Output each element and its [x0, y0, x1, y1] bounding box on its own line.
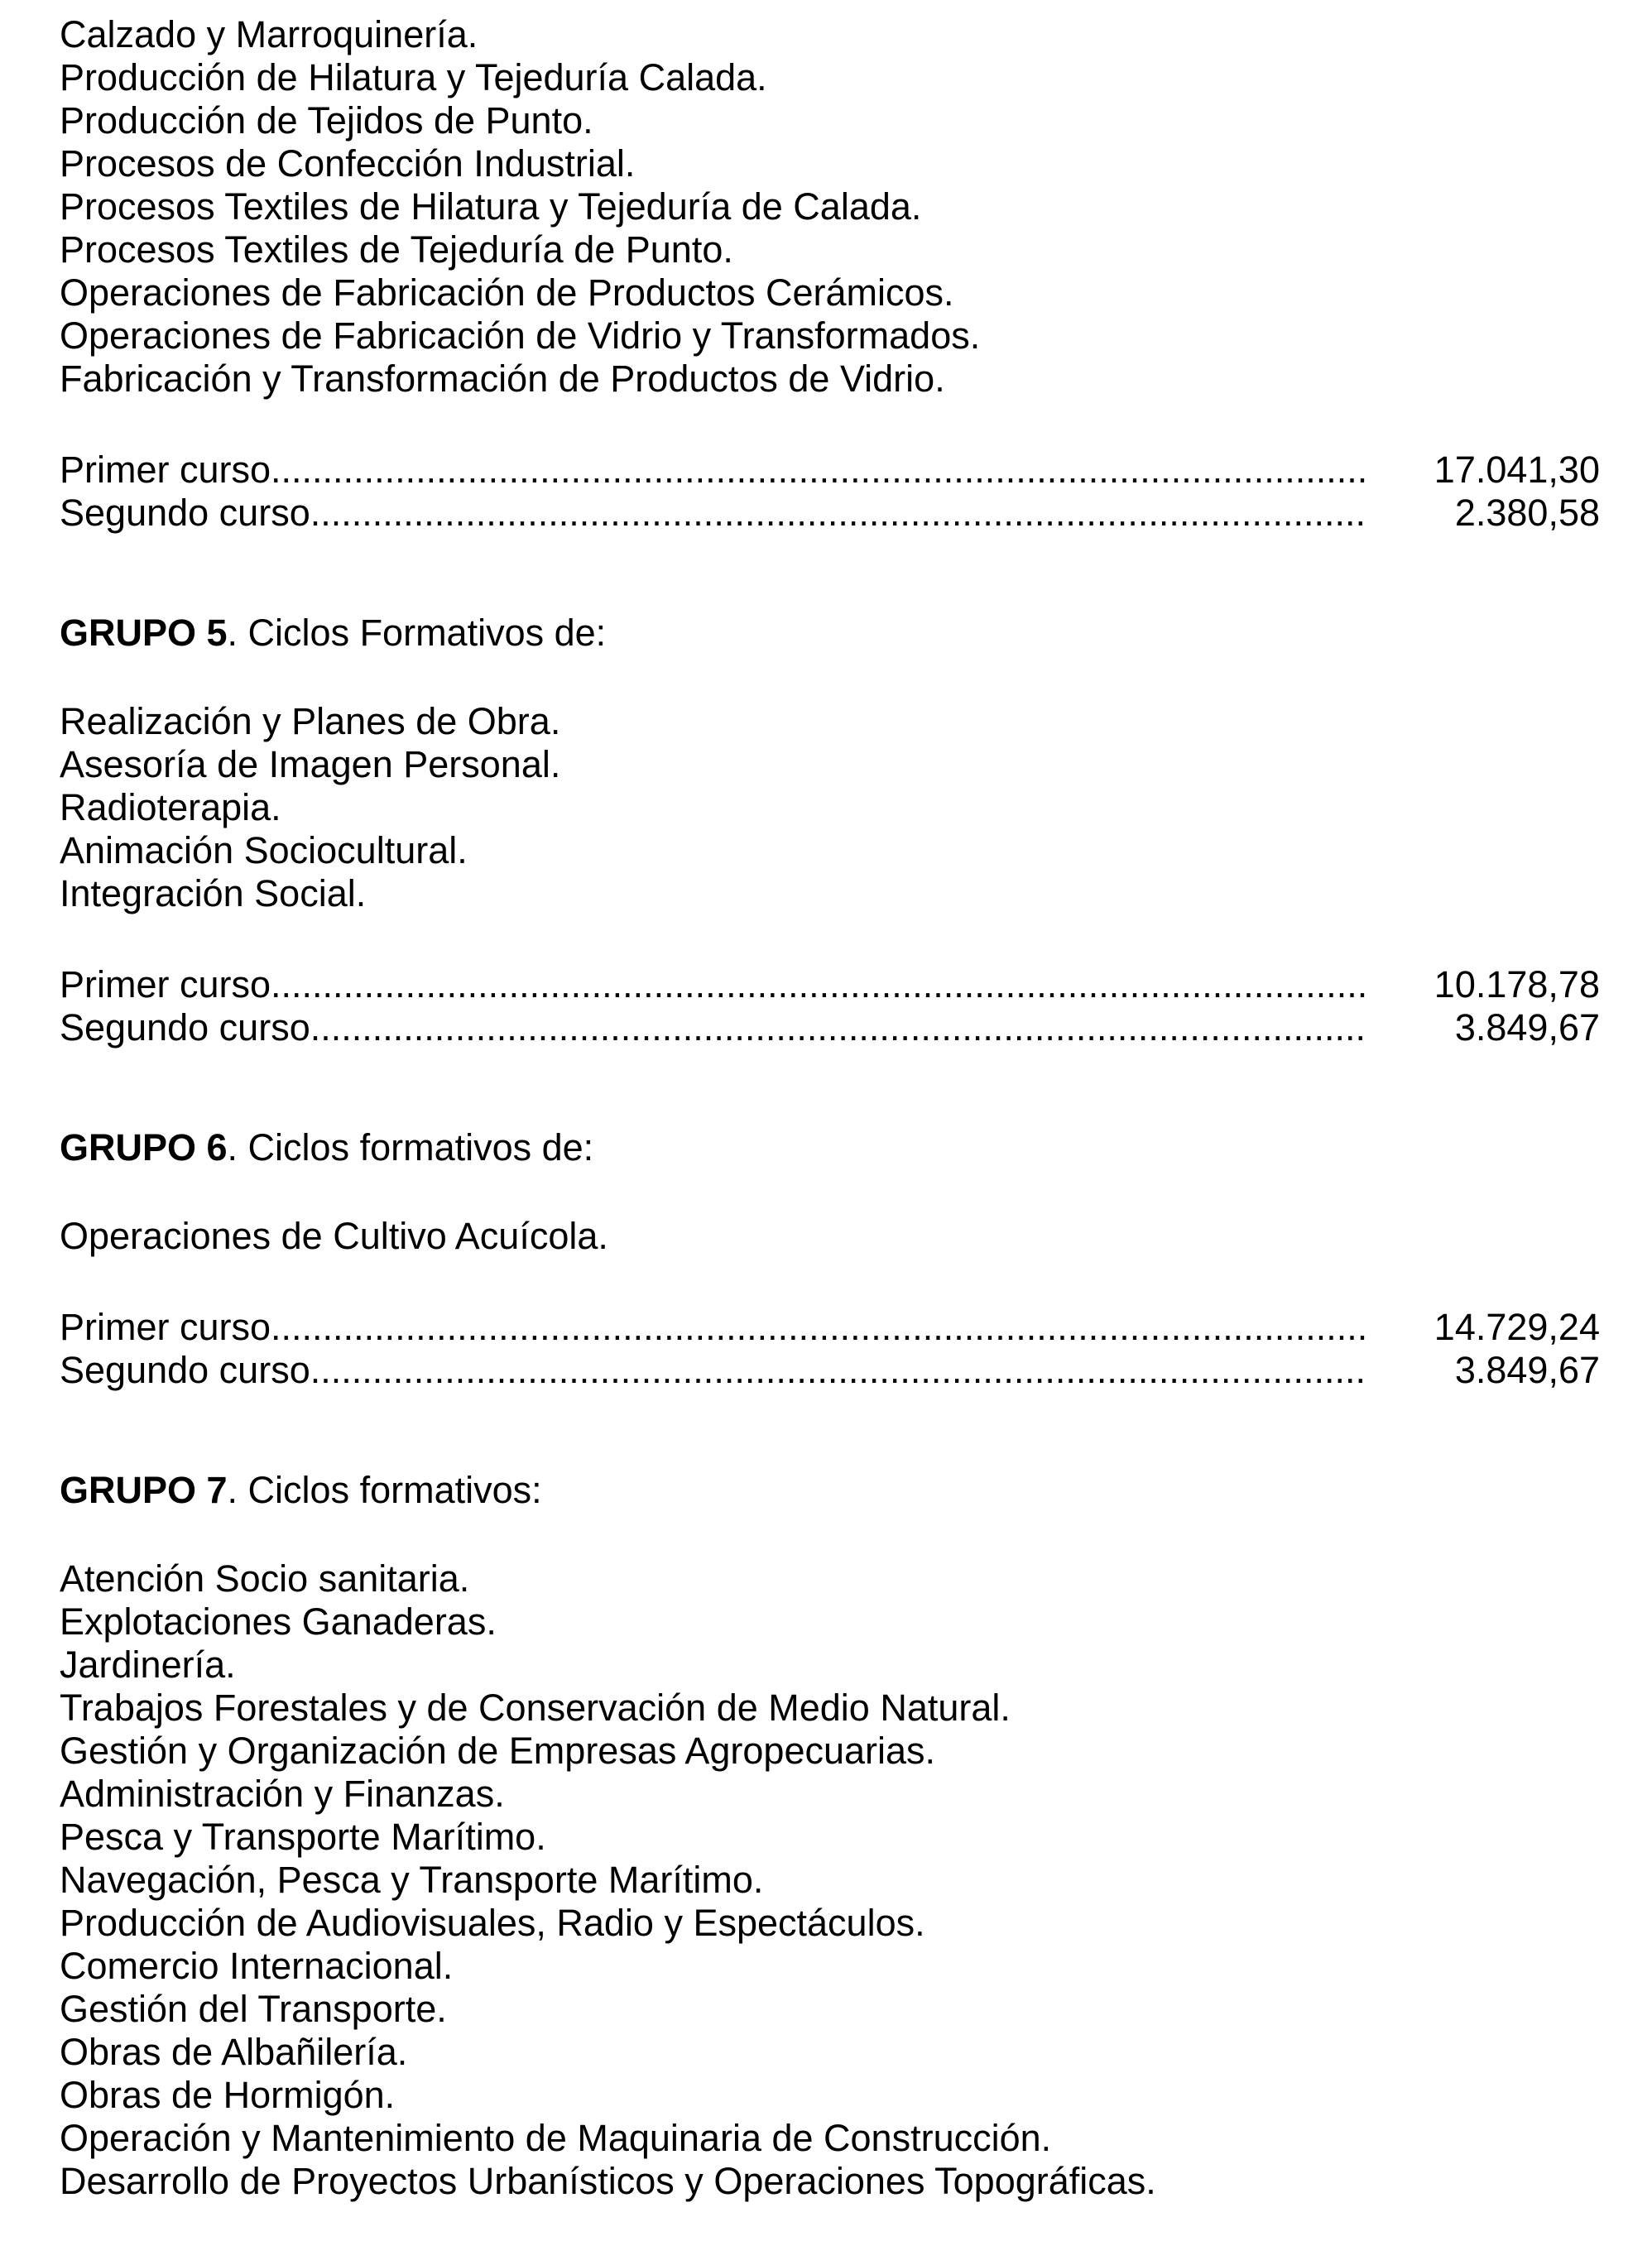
price-row: [60, 492, 1600, 535]
price-row-label: Primer curso: [60, 1306, 271, 1348]
dot-leader: [310, 1349, 1366, 1392]
price-row-label: Primer curso: [60, 963, 271, 1005]
list-item: Operaciones de Fabricación de Productos Cerámicos.: [60, 271, 954, 314]
price-row-left: [60, 492, 1366, 535]
list-item: Operaciones de Cultivo Acuícola.: [60, 1215, 608, 1257]
price-row-label: Primer curso: [60, 449, 271, 491]
course-list: [60, 1557, 1600, 2203]
price-row: [60, 449, 1600, 492]
list-item: Operaciones de Fabricación de Vidrio y Transformados.: [60, 314, 981, 357]
list-item: Calzado y Marroquinería.: [60, 13, 478, 55]
dot-leader: [310, 1006, 1366, 1049]
price-row-amount: 17.041,30: [1433, 449, 1600, 491]
list-item: Asesoría de Imagen Personal.: [60, 743, 561, 785]
price-table: [60, 1306, 1600, 1392]
price-row-amount: 3.849,67: [1454, 1006, 1600, 1049]
price-row-label: Segundo curso: [60, 1349, 310, 1391]
list-item: Trabajos Forestales y de Conservación de Medio Natural.: [60, 1687, 1011, 1729]
dot-leader: [271, 449, 1366, 492]
price-row-amount: 10.178,78: [1433, 963, 1600, 1005]
group-heading-bold: GRUPO 6: [60, 1126, 228, 1168]
list-item: Gestión del Transporte.: [60, 1988, 447, 2030]
list-item: Procesos Textiles de Hilatura y Tejeduría de Calada.: [60, 185, 922, 228]
dot-leader: [271, 963, 1366, 1006]
price-row: [60, 963, 1600, 1006]
group-heading-rest: . Ciclos Formativos de:: [227, 612, 607, 654]
price-row-amount: 2.380,58: [1454, 492, 1600, 534]
list-item: Comercio Internacional.: [60, 1945, 454, 1987]
price-row-left: [60, 1349, 1366, 1392]
list-item: Producción de Tejidos de Punto.: [60, 99, 593, 142]
list-item: Obras de Hormigón.: [60, 2074, 396, 2116]
list-item: Atención Socio sanitaria.: [60, 1557, 470, 1600]
price-row: [60, 1006, 1600, 1049]
list-item: Operación y Mantenimiento de Maquinaria de Construcción.: [60, 2117, 1052, 2159]
price-row-left: [60, 1306, 1366, 1349]
list-item: Procesos Textiles de Tejeduría de Punto.: [60, 228, 733, 271]
list-item: Producción de Hilatura y Tejeduría Calada.: [60, 56, 767, 98]
course-list: [60, 700, 1600, 915]
group-heading-rest: . Ciclos formativos de:: [227, 1126, 594, 1168]
price-row-label: Segundo curso: [60, 1006, 310, 1049]
dot-leader: [310, 492, 1366, 535]
price-row-left: [60, 449, 1366, 492]
price-row-amount: 14.729,24: [1433, 1306, 1600, 1348]
price-row-label: Segundo curso: [60, 492, 310, 534]
list-item: Gestión y Organización de Empresas Agropecuarias.: [60, 1730, 936, 1772]
dot-leader: [271, 1306, 1366, 1349]
list-item: Obras de Albañilería.: [60, 2031, 408, 2073]
price-row-left: [60, 1006, 1366, 1049]
price-row-amount: 3.849,67: [1454, 1349, 1600, 1391]
group-heading-bold: GRUPO 7: [60, 1469, 228, 1511]
group-heading: [60, 1469, 1600, 1512]
list-item: Administración y Finanzas.: [60, 1773, 505, 1815]
list-item: Producción de Audiovisuales, Radio y Espectáculos.: [60, 1902, 925, 1944]
list-item: Procesos de Confección Industrial.: [60, 142, 636, 185]
list-item: Radioterapia.: [60, 786, 281, 828]
price-table: [60, 963, 1600, 1049]
price-row: [60, 1349, 1600, 1392]
list-item: Pesca y Transporte Marítimo.: [60, 1816, 546, 1858]
price-row-left: [60, 963, 1366, 1006]
list-item: Integración Social.: [60, 872, 367, 914]
group-heading-rest: . Ciclos formativos:: [227, 1469, 542, 1511]
group-heading: [60, 1126, 1600, 1169]
list-item: Navegación, Pesca y Transporte Marítimo.: [60, 1859, 764, 1901]
list-item: Animación Sociocultural.: [60, 829, 468, 871]
list-item: Jardinería.: [60, 1644, 236, 1686]
group-heading-bold: GRUPO 5: [60, 612, 228, 654]
group-heading: [60, 612, 1600, 655]
price-table: [60, 449, 1600, 535]
list-item: Desarrollo de Proyectos Urbanísticos y Operaciones Topográficas.: [60, 2160, 1156, 2202]
list-item: Fabricación y Transformación de Productos de Vidrio.: [60, 358, 945, 400]
course-list: [60, 13, 1600, 401]
course-list: [60, 1215, 1600, 1258]
list-item: Realización y Planes de Obra.: [60, 700, 561, 742]
price-row: [60, 1306, 1600, 1349]
list-item: Explotaciones Ganaderas.: [60, 1600, 497, 1643]
